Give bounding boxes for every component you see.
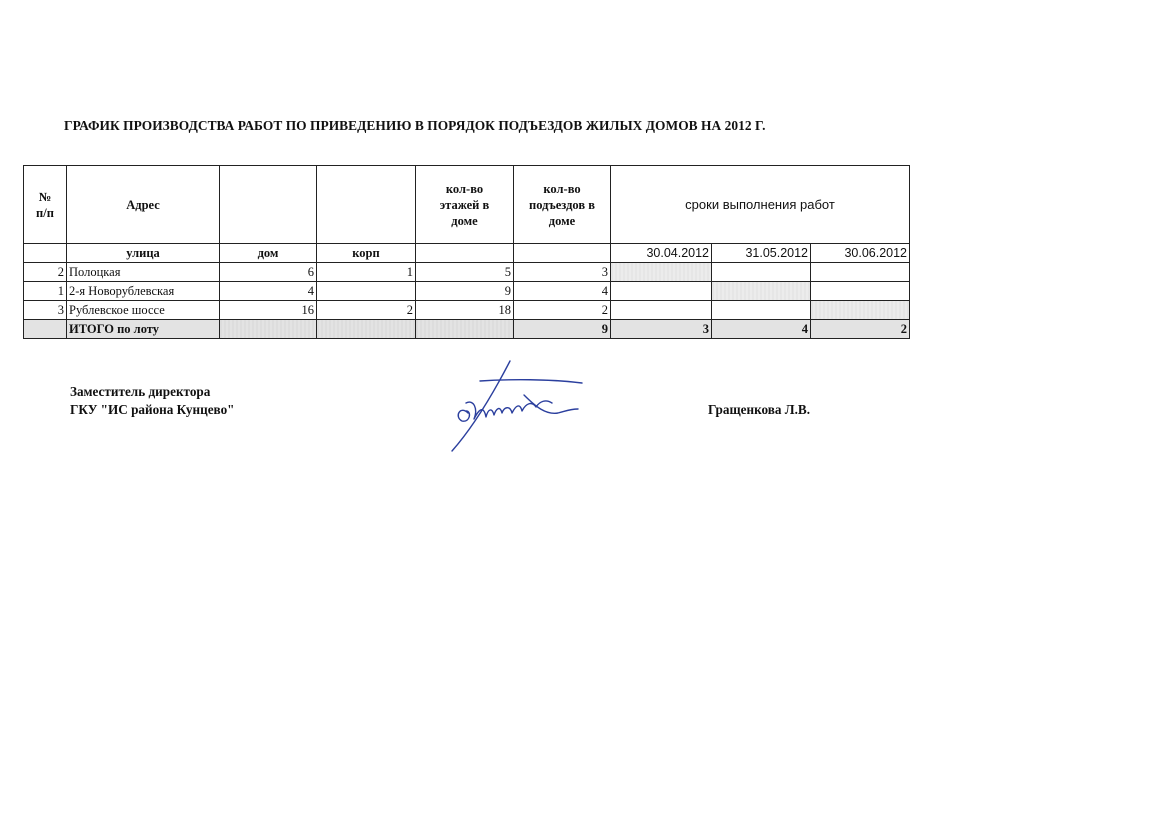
total-empty	[24, 320, 67, 339]
row-entrances: 4	[514, 282, 611, 301]
total-date-1: 3	[611, 320, 712, 339]
row-entrances: 2	[514, 301, 611, 320]
subheader-empty-entrances	[514, 244, 611, 263]
header-entrances: кол-во подъездов в доме	[514, 166, 611, 244]
row-street: 2-я Новорублевская	[67, 282, 220, 301]
subheader-building: корп	[317, 244, 416, 263]
row-house: 16	[220, 301, 317, 320]
table-header-row	[24, 166, 910, 244]
signatory-position	[70, 383, 235, 419]
subheader-house: дом	[220, 244, 317, 263]
total-house-empty	[220, 320, 317, 339]
subheader-empty	[24, 244, 67, 263]
table-row	[24, 282, 910, 301]
schedule-cell	[611, 301, 712, 320]
table-row	[24, 263, 910, 282]
row-house: 4	[220, 282, 317, 301]
header-deadlines: сроки выполнения работ	[611, 166, 910, 244]
total-entrances: 9	[514, 320, 611, 339]
schedule-cell	[712, 301, 811, 320]
page-title: ГРАФИК ПРОИЗВОДСТВА РАБОТ ПО ПРИВЕДЕНИЮ В ПОРЯДОК ПОДЪЕЗДОВ ЖИЛЫХ ДОМОВ НА 2012 Г.	[64, 118, 766, 133]
schedule-cell-filled	[712, 282, 811, 301]
header-empty-2	[317, 166, 416, 244]
schedule-cell	[811, 263, 910, 282]
schedule-cell	[811, 282, 910, 301]
schedule-cell	[712, 263, 811, 282]
row-building: 2	[317, 301, 416, 320]
schedule-cell	[611, 282, 712, 301]
handwritten-signature	[440, 355, 590, 455]
row-num: 1	[24, 282, 67, 301]
schedule-cell-filled	[811, 301, 910, 320]
subheader-date-1: 30.04.2012	[611, 244, 712, 263]
header-floors: кол-во этажей в доме	[416, 166, 514, 244]
total-date-2: 4	[712, 320, 811, 339]
row-street: Рублевское шоссе	[67, 301, 220, 320]
row-street: Полоцкая	[67, 263, 220, 282]
table-subheader-row	[24, 244, 910, 263]
signatory-position-line-2: ГКУ "ИС района Кунцево"	[70, 402, 235, 417]
total-building-empty	[317, 320, 416, 339]
row-floors: 9	[416, 282, 514, 301]
header-empty-1	[220, 166, 317, 244]
header-address: Адрес	[67, 166, 220, 244]
row-entrances: 3	[514, 263, 611, 282]
row-floors: 5	[416, 263, 514, 282]
subheader-empty-floors	[416, 244, 514, 263]
total-label: ИТОГО по лоту	[67, 320, 220, 339]
total-date-3: 2	[811, 320, 910, 339]
table-row	[24, 301, 910, 320]
table-total-row	[24, 320, 910, 339]
row-floors: 18	[416, 301, 514, 320]
schedule-cell-filled	[611, 263, 712, 282]
row-building	[317, 282, 416, 301]
header-num: № п/п	[24, 166, 67, 244]
subheader-date-3: 30.06.2012	[811, 244, 910, 263]
row-building: 1	[317, 263, 416, 282]
total-floors-empty	[416, 320, 514, 339]
subheader-date-2: 31.05.2012	[712, 244, 811, 263]
signatory-position-line-1: Заместитель директора	[70, 384, 211, 399]
signatory-name: Гращенкова Л.В.	[708, 402, 810, 417]
subheader-street: улица	[67, 244, 220, 263]
row-house: 6	[220, 263, 317, 282]
schedule-table	[23, 165, 910, 339]
row-num: 2	[24, 263, 67, 282]
row-num: 3	[24, 301, 67, 320]
